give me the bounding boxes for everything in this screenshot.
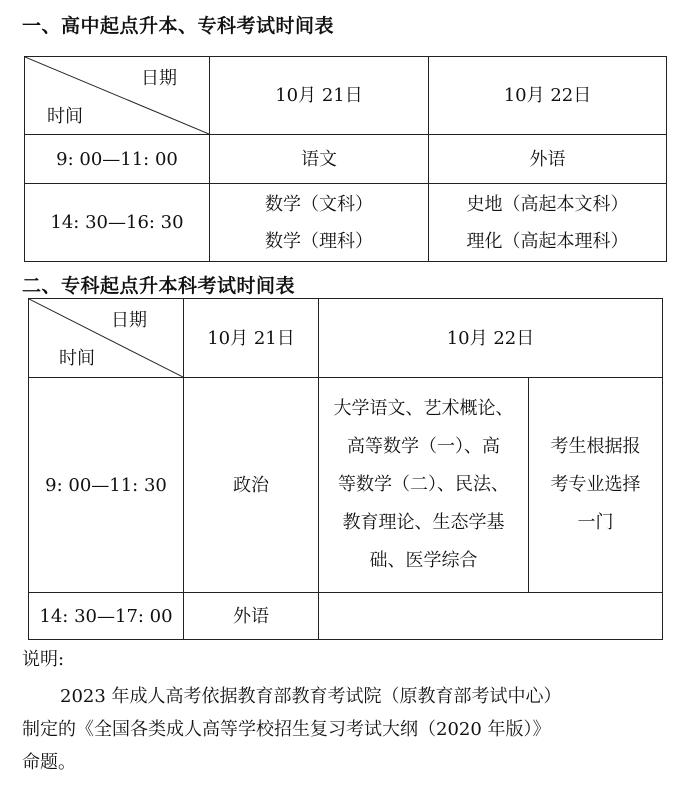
table2-row-morning [29, 378, 663, 593]
diagonal-line [29, 299, 183, 377]
corner-date-label: 日期 [141, 68, 177, 89]
table2-day2-note [529, 378, 663, 593]
table1-day1-header: 10月 21日 [210, 57, 429, 135]
subject-line: 高等数学（一）、高 [347, 436, 500, 457]
table2-day1-header: 10月 21日 [184, 299, 319, 378]
table2-header-row [29, 299, 663, 378]
schedule-table-1 [24, 56, 667, 262]
table1-day1-afternoon [210, 184, 429, 262]
table1-day2-afternoon [429, 184, 667, 262]
table2-time-afternoon: 14: 30—17: 00 [29, 593, 184, 640]
note-label: 说明: [22, 649, 65, 670]
note-line: 考生根据报 [550, 436, 641, 457]
subject-line: 等数学（二）、民法、 [338, 474, 509, 495]
table2-day1-morning: 政治 [184, 378, 319, 593]
subject-line: 础、医学综合 [369, 550, 478, 571]
table1-day2-header: 10月 22日 [429, 57, 667, 135]
table2-day2-subjects [319, 378, 529, 593]
subject-line: 数学（文科） [265, 193, 373, 215]
table1-row-morning [25, 135, 667, 184]
note-line: 考专业选择 [550, 474, 641, 495]
note-line: 制定的《全国各类成人高等学校招生复习考试大纲（2020 年版）》 [22, 719, 551, 740]
subject-line: 史地（高起本文科） [466, 193, 629, 215]
subject-line: 大学语文、艺术概论、 [333, 398, 514, 419]
table2-row-afternoon [29, 593, 663, 640]
table2-corner-cell [29, 299, 184, 378]
subject-line: 教育理论、生态学基 [342, 512, 505, 533]
corner-date-label: 日期 [111, 310, 147, 331]
table1-day2-morning: 外语 [429, 135, 667, 184]
table1-corner-cell [25, 57, 210, 135]
table2-day2-header: 10月 22日 [319, 299, 663, 378]
table1-header-row [25, 57, 667, 135]
schedule-table-2 [28, 298, 663, 640]
corner-time-label: 时间 [47, 106, 83, 127]
corner-time-label: 时间 [59, 348, 95, 369]
table2-time-morning: 9: 00—11: 30 [29, 378, 184, 593]
subject-line: 数学（理科） [265, 230, 373, 252]
table2-day1-afternoon: 外语 [184, 593, 319, 640]
section1-title: 一、高中起点升本、专科考试时间表 [22, 15, 335, 37]
note-line: 2023 年成人高考依据教育部教育考试院（原教育部考试中心） [60, 686, 562, 707]
subject-line: 理化（高起本理科） [466, 230, 629, 252]
table2-day2-afternoon [319, 593, 663, 640]
table1-row-afternoon [25, 184, 667, 262]
note-paragraph [22, 680, 668, 779]
table1-time-morning: 9: 00—11: 00 [25, 135, 210, 184]
section2-title: 二、专科起点升本科考试时间表 [22, 275, 296, 297]
note-line: 命题。 [22, 752, 76, 773]
table1-time-afternoon: 14: 30—16: 30 [25, 184, 210, 262]
note-line: 一门 [577, 512, 614, 533]
table1-day1-morning: 语文 [210, 135, 429, 184]
